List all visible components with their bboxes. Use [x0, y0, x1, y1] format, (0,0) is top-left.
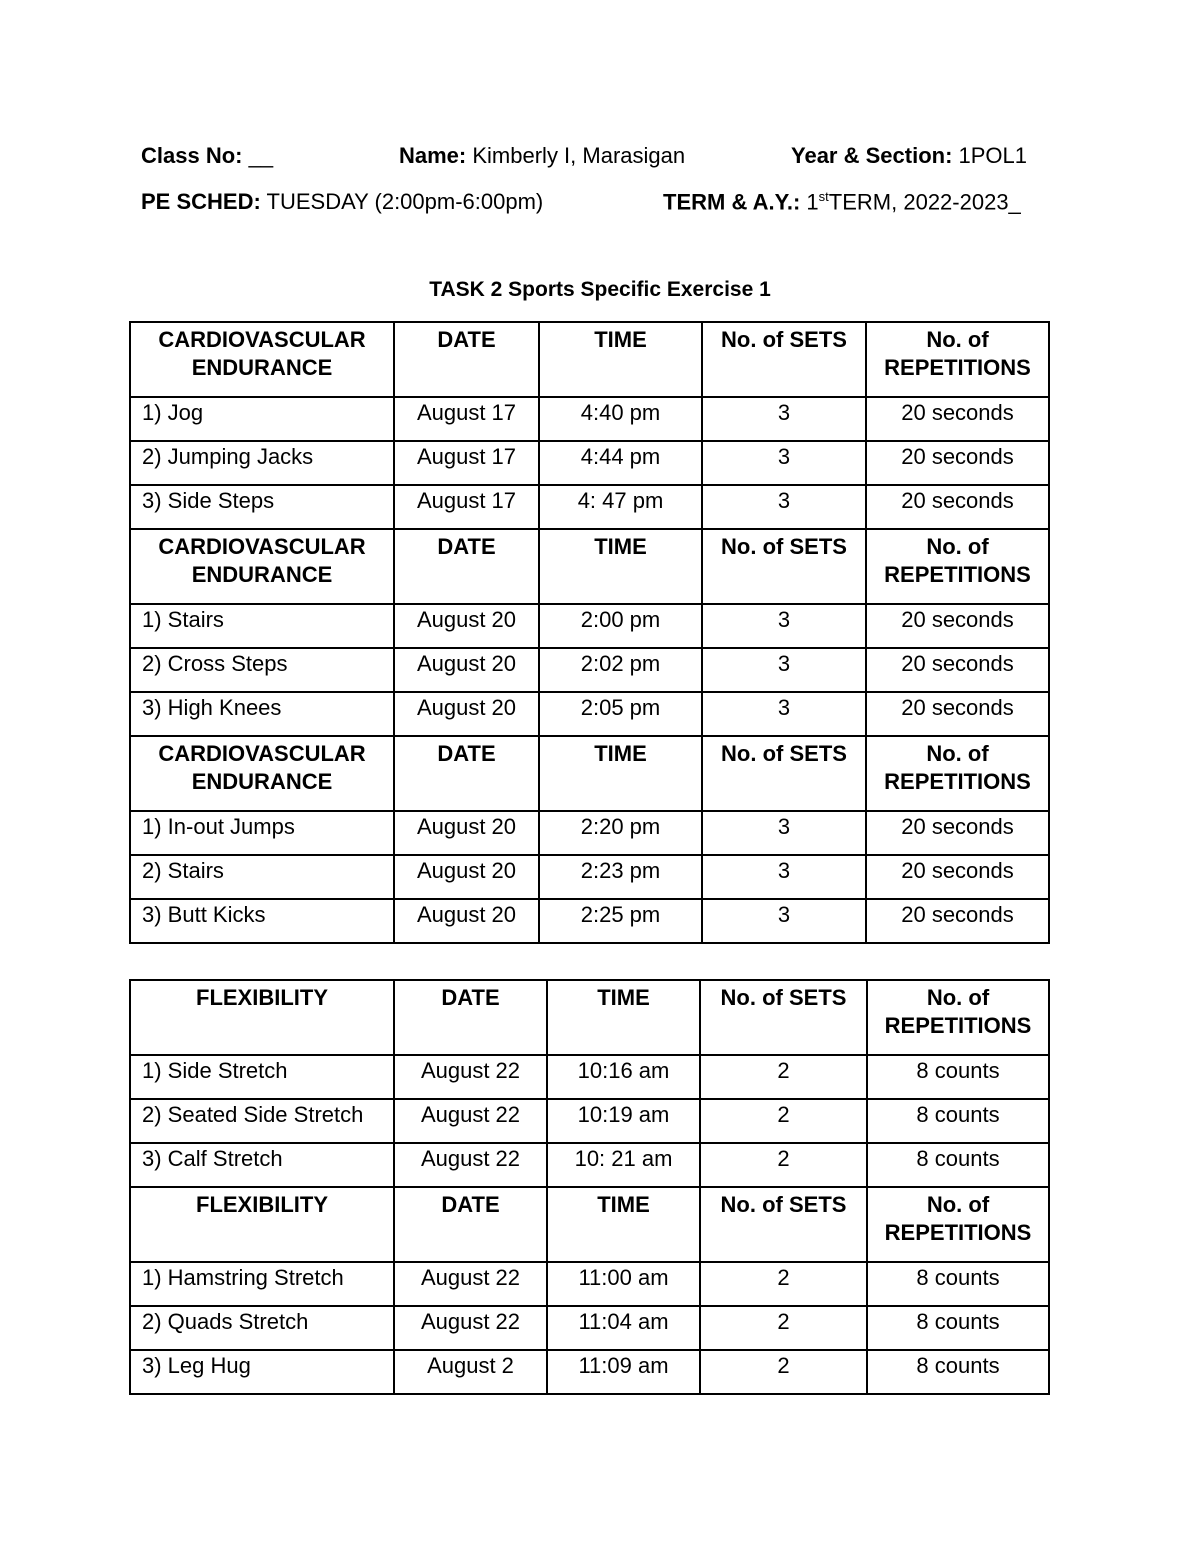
- table-row: [130, 1262, 1049, 1306]
- year-section-value: 1POL1: [958, 143, 1028, 168]
- table-cell: 1) In-out Jumps: [130, 811, 394, 855]
- table-cell: 2: [700, 1143, 867, 1187]
- table-cell: 3: [702, 692, 866, 736]
- table-cell: 20 seconds: [866, 397, 1049, 441]
- table-cell: 2: [700, 1262, 867, 1306]
- column-header: No. of SETS: [702, 736, 866, 811]
- column-header: TIME: [547, 980, 700, 1055]
- column-header: DATE: [394, 980, 547, 1055]
- table-cell: 2) Quads Stretch: [130, 1306, 394, 1350]
- name-value: Kimberly I, Marasigan: [472, 143, 686, 168]
- column-header: DATE: [394, 1187, 547, 1262]
- pe-sched-value: TUESDAY (2:00pm-6:00pm): [266, 189, 544, 214]
- table-cell: August 20: [394, 692, 539, 736]
- table-cell: 20 seconds: [866, 485, 1049, 529]
- cardio-header-row: [130, 736, 1049, 811]
- table-cell: 2:25 pm: [539, 899, 702, 943]
- table-cell: 10:19 am: [547, 1099, 700, 1143]
- table-cell: 11:09 am: [547, 1350, 700, 1394]
- column-header: No. of SETS: [700, 1187, 867, 1262]
- column-header: DATE: [394, 529, 539, 604]
- table-cell: August 20: [394, 899, 539, 943]
- table-cell: 2) Seated Side Stretch: [130, 1099, 394, 1143]
- column-header: FLEXIBILITY: [130, 980, 394, 1055]
- table-cell: 20 seconds: [866, 899, 1049, 943]
- table-cell: August 22: [394, 1262, 547, 1306]
- pe-sched-label: PE SCHED:: [141, 189, 261, 214]
- table-row: [130, 899, 1049, 943]
- table-cell: 3: [702, 441, 866, 485]
- column-header: TIME: [539, 529, 702, 604]
- table-cell: 2:00 pm: [539, 604, 702, 648]
- column-header: No. of SETS: [702, 529, 866, 604]
- table-cell: 10: 21 am: [547, 1143, 700, 1187]
- table-cell: 2) Stairs: [130, 855, 394, 899]
- table-cell: August 22: [394, 1099, 547, 1143]
- table-row: [130, 692, 1049, 736]
- cardio-header-row: [130, 322, 1049, 397]
- table-cell: 3) High Knees: [130, 692, 394, 736]
- table-cell: August 20: [394, 855, 539, 899]
- column-header: No. of REPETITIONS: [867, 1187, 1049, 1262]
- table-cell: 3: [702, 811, 866, 855]
- term-field: [663, 189, 1021, 215]
- table-cell: 2: [700, 1055, 867, 1099]
- table-cell: August 22: [394, 1055, 547, 1099]
- table-cell: 3: [702, 485, 866, 529]
- page-title: TASK 2 Sports Specific Exercise 1: [429, 278, 771, 301]
- table-row: [130, 441, 1049, 485]
- table-cell: 1) Side Stretch: [130, 1055, 394, 1099]
- table-cell: 8 counts: [867, 1306, 1049, 1350]
- table-cell: 1) Jog: [130, 397, 394, 441]
- table-cell: August 20: [394, 811, 539, 855]
- table-cell: 3: [702, 397, 866, 441]
- column-header: TIME: [539, 736, 702, 811]
- table-cell: 3: [702, 604, 866, 648]
- name-label: Name:: [399, 143, 467, 168]
- table-row: [130, 604, 1049, 648]
- table-cell: 3: [702, 855, 866, 899]
- year-section-field: [791, 143, 1027, 169]
- table-cell: 8 counts: [867, 1055, 1049, 1099]
- table-cell: August 22: [394, 1306, 547, 1350]
- table-cell: 4:44 pm: [539, 441, 702, 485]
- table-cell: 1) Hamstring Stretch: [130, 1262, 394, 1306]
- column-header: CARDIOVASCULAR ENDURANCE: [130, 322, 394, 397]
- table-cell: 4:40 pm: [539, 397, 702, 441]
- table-cell: 11:00 am: [547, 1262, 700, 1306]
- column-header: No. of REPETITIONS: [866, 529, 1049, 604]
- pe-sched-field: [141, 189, 543, 215]
- column-header: TIME: [539, 322, 702, 397]
- table-cell: 20 seconds: [866, 648, 1049, 692]
- class-no-value: __: [248, 143, 274, 168]
- table-cell: 2: [700, 1099, 867, 1143]
- class-no-field: [141, 143, 273, 169]
- table-row: [130, 1306, 1049, 1350]
- table-cell: 3) Butt Kicks: [130, 899, 394, 943]
- table-cell: August 22: [394, 1143, 547, 1187]
- table-cell: 3) Leg Hug: [130, 1350, 394, 1394]
- table-row: [130, 1099, 1049, 1143]
- table-cell: 4: 47 pm: [539, 485, 702, 529]
- table-cell: 2:20 pm: [539, 811, 702, 855]
- table-cell: 8 counts: [867, 1350, 1049, 1394]
- cardio-table: [129, 321, 1050, 944]
- table-cell: August 17: [394, 397, 539, 441]
- table-cell: 11:04 am: [547, 1306, 700, 1350]
- table-cell: 3: [702, 899, 866, 943]
- table-row: [130, 648, 1049, 692]
- table-cell: 2) Cross Steps: [130, 648, 394, 692]
- column-header: CARDIOVASCULAR ENDURANCE: [130, 736, 394, 811]
- term-label: TERM & A.Y.:: [663, 189, 801, 215]
- flexibility-header-row: [130, 980, 1049, 1055]
- table-cell: August 2: [394, 1350, 547, 1394]
- term-value-num: 1: [806, 189, 819, 215]
- class-no-label: Class No:: [141, 143, 243, 168]
- table-cell: August 17: [394, 441, 539, 485]
- column-header: No. of REPETITIONS: [866, 736, 1049, 811]
- table-cell: 2: [700, 1306, 867, 1350]
- column-header: TIME: [547, 1187, 700, 1262]
- table-cell: August 20: [394, 604, 539, 648]
- table-cell: 20 seconds: [866, 811, 1049, 855]
- term-value-sup: st: [818, 189, 829, 204]
- column-header: No. of REPETITIONS: [867, 980, 1049, 1055]
- table-cell: 3: [702, 648, 866, 692]
- flexibility-header-row: [130, 1187, 1049, 1262]
- table-cell: 2) Jumping Jacks: [130, 441, 394, 485]
- year-section-label: Year & Section:: [791, 143, 953, 168]
- table-cell: 8 counts: [867, 1262, 1049, 1306]
- cardio-header-row: [130, 529, 1049, 604]
- column-header: No. of REPETITIONS: [866, 322, 1049, 397]
- table-cell: 1) Stairs: [130, 604, 394, 648]
- table-row: [130, 397, 1049, 441]
- table-cell: 2:02 pm: [539, 648, 702, 692]
- table-row: [130, 485, 1049, 529]
- table-cell: 8 counts: [867, 1099, 1049, 1143]
- table-cell: August 20: [394, 648, 539, 692]
- term-value-rest: TERM, 2022-2023_: [828, 189, 1021, 215]
- flexibility-table: [129, 979, 1050, 1395]
- table-cell: 2:23 pm: [539, 855, 702, 899]
- name-field: [399, 143, 685, 169]
- table-cell: 3) Calf Stretch: [130, 1143, 394, 1187]
- column-header: CARDIOVASCULAR ENDURANCE: [130, 529, 394, 604]
- table-row: [130, 1350, 1049, 1394]
- table-cell: 10:16 am: [547, 1055, 700, 1099]
- table-cell: 2: [700, 1350, 867, 1394]
- table-cell: August 17: [394, 485, 539, 529]
- table-row: [130, 855, 1049, 899]
- table-cell: 3) Side Steps: [130, 485, 394, 529]
- column-header: FLEXIBILITY: [130, 1187, 394, 1262]
- table-cell: 8 counts: [867, 1143, 1049, 1187]
- table-row: [130, 1143, 1049, 1187]
- column-header: No. of SETS: [700, 980, 867, 1055]
- table-cell: 20 seconds: [866, 855, 1049, 899]
- column-header: No. of SETS: [702, 322, 866, 397]
- table-cell: 20 seconds: [866, 692, 1049, 736]
- table-cell: 20 seconds: [866, 604, 1049, 648]
- table-cell: 2:05 pm: [539, 692, 702, 736]
- table-row: [130, 1055, 1049, 1099]
- table-row: [130, 811, 1049, 855]
- column-header: DATE: [394, 736, 539, 811]
- table-cell: 20 seconds: [866, 441, 1049, 485]
- column-header: DATE: [394, 322, 539, 397]
